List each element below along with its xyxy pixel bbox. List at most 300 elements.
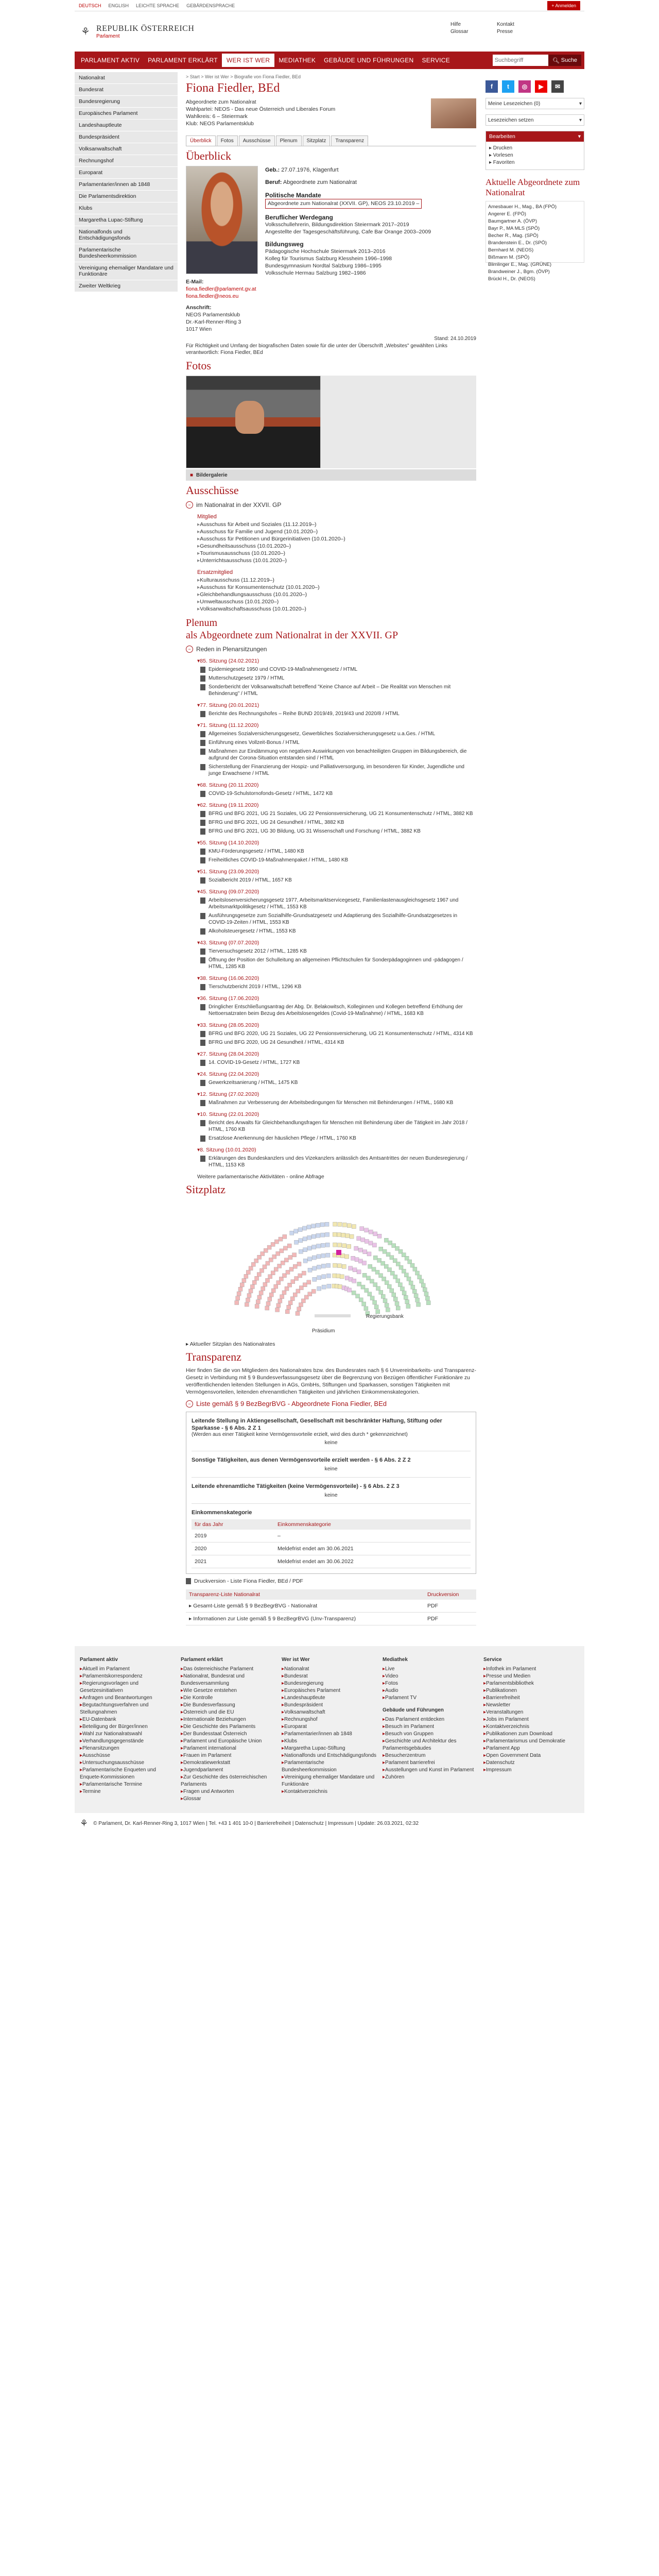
liste-toggle[interactable] <box>186 1400 476 1408</box>
mp-list-item[interactable]: Baumgartner A. (ÖVP) <box>488 218 537 224</box>
twitter-icon[interactable]: t <box>502 80 514 93</box>
tab-fotos[interactable]: Fotos <box>217 135 238 146</box>
seat <box>290 1297 294 1301</box>
footer-link[interactable]: ▸ Parlament App <box>483 1745 579 1752</box>
session-heading[interactable]: ▾ 71. Sitzung (11.12.2020) <box>197 722 476 728</box>
footer-link[interactable]: ▸ Margaretha Lupac-Stiftung <box>282 1745 377 1752</box>
footer-link[interactable]: ▸ Besucherzentrum <box>383 1752 478 1759</box>
footer-link[interactable]: ▸ Infothek im Parlament <box>483 1666 579 1673</box>
seat <box>408 1260 412 1264</box>
document-icon <box>200 1031 205 1037</box>
speech-document-label: Erklärungen des Bundeskanzlers und des Vizekanzlers anlässlich des Amtsantrittes der neuen Bundesregierung / HTML, 1153 KB <box>209 1156 467 1168</box>
footer-heading[interactable]: Mediathek <box>383 1657 408 1663</box>
left-menu <box>75 72 178 1625</box>
email-link[interactable]: fiona.fiedler@parlament.gv.at <box>186 286 256 292</box>
mp-list-item[interactable]: Bißmann M. (SPÖ) <box>488 255 530 260</box>
bookmark-select[interactable] <box>485 98 584 109</box>
footer-column <box>383 1656 478 1803</box>
income-row <box>192 1530 471 1543</box>
footer-link[interactable]: ▸ Der Bundesstaat Österreich <box>181 1731 276 1738</box>
gallery-photo[interactable] <box>186 376 321 468</box>
bio-facts <box>265 166 476 333</box>
brand[interactable] <box>96 24 194 39</box>
nav-wer-ist-wer[interactable]: WER IST WER <box>222 54 274 67</box>
speech-document[interactable] <box>200 1155 476 1168</box>
footer-link[interactable]: ▸ Parlament und Europäische Union <box>181 1738 276 1745</box>
footer-link[interactable]: ▸ Die Kontrolle <box>181 1694 276 1702</box>
left-menu-item[interactable]: Europäisches Parlament <box>75 108 178 120</box>
footer-link[interactable]: ▸ Parlamentskorrespondenz <box>80 1673 176 1680</box>
left-menu-item[interactable]: Zweiter Weltkrieg <box>75 280 178 292</box>
seat <box>383 1249 387 1253</box>
seat <box>308 1268 312 1272</box>
speech-document-label: Gewerkzeitsanierung / HTML, 1475 KB <box>209 1080 298 1086</box>
contact-block <box>186 278 258 333</box>
seat <box>325 1232 330 1236</box>
seat <box>338 1243 342 1247</box>
session-heading[interactable]: ▾ 27. Sitzung (28.04.2020) <box>197 1051 476 1057</box>
edit-box <box>485 131 584 170</box>
left-menu-item[interactable]: Europarat <box>75 167 178 179</box>
footer-link[interactable]: ▸ Bundespräsident <box>282 1702 377 1709</box>
footer-link[interactable]: ▸ Demokratiewerkstatt <box>181 1759 276 1767</box>
portrait-photo <box>186 166 258 274</box>
edit-box-header[interactable] <box>486 131 584 142</box>
footer-link[interactable]: ▸ Die Geschichte des Parlaments <box>181 1723 276 1731</box>
education-heading: Bildungsweg <box>265 241 304 248</box>
nav-parlament-aktiv[interactable]: PARLAMENT AKTIV <box>81 57 140 64</box>
speech-document[interactable] <box>200 1039 476 1046</box>
seat <box>317 1255 321 1259</box>
seat <box>415 1298 420 1302</box>
email-link[interactable]: fiona.fiedler@neos.eu <box>186 293 239 299</box>
speech-document[interactable] <box>200 710 476 717</box>
seat <box>235 1301 239 1305</box>
speech-document[interactable] <box>200 948 476 955</box>
session-heading[interactable]: ▾ 77. Sitzung (20.01.2021) <box>197 702 476 708</box>
footer-link[interactable]: ▸ Video <box>383 1673 478 1680</box>
footer-link[interactable]: ▸ Impressum <box>483 1767 579 1774</box>
footer-heading[interactable]: Parlament aktiv <box>80 1657 118 1663</box>
footer-link[interactable]: ▸ Parlament international <box>181 1745 276 1752</box>
tr-col-print: Druckversion <box>424 1589 476 1600</box>
seat <box>352 1279 356 1283</box>
footer-link[interactable]: ▸ Begutachtungsverfahren und Stellungnahmen <box>80 1702 176 1716</box>
speech-document[interactable] <box>200 1004 476 1017</box>
seat <box>377 1258 381 1262</box>
nav-gebaeude[interactable]: GEBÄUDE UND FÜHRUNGEN <box>324 57 414 64</box>
speech-document[interactable] <box>200 739 476 746</box>
lang-de-link[interactable]: DEUTSCH <box>79 3 101 8</box>
instagram-icon[interactable]: ◎ <box>518 80 531 93</box>
footer-link[interactable]: ▸ Newsletter <box>483 1702 579 1709</box>
footer-link[interactable]: ▸ Parlamentarische Bundesheerkommission <box>282 1759 377 1774</box>
seat <box>369 1230 373 1234</box>
seat <box>426 1301 430 1305</box>
speech-document-label: 14. COVID-19-Gesetz / HTML, 1727 KB <box>209 1060 300 1065</box>
speech-document[interactable] <box>200 731 476 737</box>
seat <box>341 1233 345 1237</box>
mp-list-item[interactable]: Amesbauer H., Mag., BA (FPÖ) <box>488 204 557 210</box>
transparency-pdf-link[interactable]: PDF <box>424 1613 476 1625</box>
footer-link[interactable]: ▸ Ausstellungen und Kunst im Parlament <box>383 1767 478 1774</box>
speech-document[interactable] <box>200 848 476 855</box>
speech-document[interactable] <box>200 1079 476 1086</box>
session-heading[interactable]: ▾ 24. Sitzung (22.04.2020) <box>197 1071 476 1077</box>
seat <box>401 1287 405 1291</box>
left-menu-item[interactable]: Nationalrat <box>75 72 178 84</box>
speech-document[interactable] <box>200 828 476 835</box>
session-heading[interactable]: ▾ 36. Sitzung (17.06.2020) <box>197 995 476 1002</box>
seat <box>365 1240 369 1244</box>
question-3: Leitende ehrenamtliche Tätigkeiten (keine Vermögensvorteile) - § 6 Abs. 2 Z 3 <box>192 1483 400 1489</box>
session-heading[interactable]: ▾ 62. Sitzung (19.11.2020) <box>197 802 476 808</box>
footer-link[interactable]: ▸ Anfragen und Beantwortungen <box>80 1694 176 1702</box>
footer-link[interactable]: ▸ Bundesregierung <box>282 1680 377 1687</box>
footer-heading[interactable]: Parlament erklärt <box>181 1657 223 1663</box>
seat <box>342 1264 346 1268</box>
speech-document[interactable] <box>200 857 476 863</box>
footer-link[interactable]: ▸ EU-Datenbank <box>80 1716 176 1723</box>
mp-list-item[interactable]: Angerer E. (FPÖ) <box>488 211 526 217</box>
seat <box>252 1280 256 1284</box>
left-menu-item[interactable]: Vereinigung ehemaliger Mandatare und Funktionäre <box>75 262 178 280</box>
mp-list-item[interactable]: Bernhard M. (NEOS) <box>488 247 534 253</box>
leichte-sprache-link[interactable]: LEICHTE SPRACHE <box>136 3 180 8</box>
footer-link[interactable]: ▸ Ausschüsse <box>80 1752 176 1759</box>
footer-link[interactable]: ▸ Audio <box>383 1687 478 1694</box>
footer-heading[interactable]: Service <box>483 1657 502 1663</box>
committee-item[interactable]: ▸ Ausschuss für Konsumentenschutz (10.01.2020–) <box>197 584 476 591</box>
session-heading[interactable]: ▾ 45. Sitzung (09.07.2020) <box>197 889 476 895</box>
edit-box-item[interactable]: ▸ Vorlesen <box>489 152 513 158</box>
footer-link[interactable]: ▸ Vereinigung ehemaliger Mandatare und Funktionäre <box>282 1774 377 1788</box>
income-col-category: Einkommenskategorie <box>274 1519 471 1530</box>
seat <box>396 1279 400 1283</box>
speech-document[interactable] <box>200 984 476 990</box>
nav-parlament-erklaert[interactable]: PARLAMENT ERKLÄRT <box>148 57 218 64</box>
footer-link[interactable]: ▸ Veranstaltungen <box>483 1709 579 1716</box>
footer-link[interactable]: ▸ Wahl zur Nationalratswahl <box>80 1731 176 1738</box>
print-version-link[interactable] <box>186 1578 476 1584</box>
footer-link[interactable]: ▸ Frauen im Parlament <box>181 1752 276 1759</box>
footer-link[interactable]: ▸ Rechnungshof <box>282 1716 377 1723</box>
footer-link[interactable]: ▸ Fotos <box>383 1680 478 1687</box>
document-icon <box>200 928 205 935</box>
nav-service[interactable]: SERVICE <box>422 57 450 64</box>
speech-document-label: KMU-Förderungsgesetz / HTML, 1480 KB <box>209 849 304 854</box>
footer-link[interactable]: ▸ Beteiligung der Bürger/innen <box>80 1723 176 1731</box>
session-heading[interactable]: ▾ 68. Sitzung (20.11.2020) <box>197 782 476 788</box>
footer-link[interactable]: ▸ Europäisches Parlament <box>282 1687 377 1694</box>
speech-document[interactable] <box>200 897 476 910</box>
left-menu-item[interactable]: Landeshauptleute <box>75 120 178 131</box>
left-menu-item[interactable]: Klubs <box>75 202 178 214</box>
speech-document[interactable] <box>200 1030 476 1037</box>
left-menu-item[interactable]: Bundesregierung <box>75 96 178 108</box>
footer-link[interactable]: ▸ Nationalrat <box>282 1666 377 1673</box>
speech-document[interactable] <box>200 764 476 777</box>
footer-link[interactable]: ▸ Landeshauptleute <box>282 1694 377 1702</box>
speeches-toggle[interactable] <box>186 646 476 653</box>
committee-item[interactable]: ▸ Gesundheitsausschuss (10.01.2020–) <box>197 543 476 550</box>
footer-link[interactable]: ▸ Die Bundesverfassung <box>181 1702 276 1709</box>
left-menu-item[interactable]: Die Parlamentsdirektion <box>75 191 178 202</box>
footer-link[interactable]: ▸ Aktuell im Parlament <box>80 1666 176 1673</box>
session-heading[interactable]: ▾ 38. Sitzung (16.06.2020) <box>197 975 476 981</box>
meta-line: Wahlkreis: 6 – Steiermark <box>186 113 248 120</box>
speech-document[interactable] <box>200 748 476 761</box>
youtube-icon[interactable]: ▶ <box>535 80 547 93</box>
seat <box>379 1290 383 1294</box>
left-menu-item[interactable]: Margaretha Lupac-Stiftung <box>75 214 178 226</box>
mp-list-item[interactable]: Brückl H., Dr. (NEOS) <box>488 276 535 282</box>
speech-document[interactable] <box>200 928 476 935</box>
session-heading[interactable]: ▾ 8. Sitzung (10.01.2020) <box>197 1147 476 1153</box>
speech-document[interactable] <box>200 912 476 926</box>
committee-item[interactable]: ▸ Gleichbehandlungsausschuss (10.01.2020–) <box>197 591 476 598</box>
seat <box>370 1296 374 1300</box>
footer-link[interactable]: ▸ Zuhören <box>383 1774 478 1781</box>
lang-en-link[interactable]: ENGLISH <box>108 3 129 8</box>
tab-sitzplatz[interactable]: Sitzplatz <box>303 135 331 146</box>
seat <box>322 1285 326 1289</box>
header-link-glossar[interactable]: Glossar <box>450 29 469 35</box>
seat <box>353 1268 357 1272</box>
left-menu-item[interactable]: Parlamentarische Bundesheerkommission <box>75 244 178 262</box>
speech-document[interactable] <box>200 1059 476 1066</box>
left-menu-item[interactable]: Nationalfonds und Entschädigungsfonds <box>75 226 178 244</box>
seat <box>247 1294 251 1298</box>
footer-link[interactable]: ▸ Klubs <box>282 1738 377 1745</box>
footer-link[interactable]: ▸ Parlamentarier/innen ab 1848 <box>282 1731 377 1738</box>
tab-überblick[interactable]: Überblick <box>186 135 216 146</box>
committee-item[interactable]: ▸ Ausschuss für Familie und Jugend (10.01.2020–) <box>197 528 476 535</box>
footer-link[interactable]: ▸ Regierungsvorlagen und Gesetzesinitiativen <box>80 1680 176 1694</box>
footer-link[interactable]: ▸ Wie Gesetze entstehen <box>181 1687 276 1694</box>
committee-item[interactable]: ▸ Kulturausschuss (11.12.2019–) <box>197 577 476 584</box>
mp-list-item[interactable]: Brandweiner J., Bgm. (ÖVP) <box>488 269 550 275</box>
footer-link[interactable]: ▸ Termine <box>80 1788 176 1795</box>
left-menu-item[interactable]: Bundesrat <box>75 84 178 96</box>
document-icon <box>200 731 205 737</box>
session-heading[interactable]: ▾ 85. Sitzung (24.02.2021) <box>197 658 476 664</box>
committee-item[interactable]: ▸ Ausschuss für Petitionen und Bürgerinitiativen (10.01.2020–) <box>197 535 476 543</box>
seat-plan-link[interactable]: ▸ Aktueller Sitzplan des Nationalrates <box>186 1341 275 1347</box>
stand-date: Stand: 24.10.2019 <box>434 336 476 342</box>
transparency-pdf-link[interactable]: PDF <box>424 1600 476 1613</box>
footer-link[interactable]: ▸ Datenschutz <box>483 1759 579 1767</box>
footer-link[interactable]: ▸ Live <box>383 1666 478 1673</box>
footer-link[interactable]: ▸ Publikationen <box>483 1687 579 1694</box>
seat <box>340 1275 344 1279</box>
more-activities-link[interactable]: Weitere parlamentarische Aktivitäten - online Abfrage <box>197 1174 324 1180</box>
footer-link[interactable]: ▸ Besuch von Gruppen <box>383 1731 478 1738</box>
seat <box>263 1282 267 1286</box>
current-mps-heading: Aktuelle Abgeordnete zum Nationalrat <box>485 177 580 197</box>
footer-link[interactable]: ▸ Parlamentsbibliothek <box>483 1680 579 1687</box>
footer-link[interactable]: ▸ Untersuchungsausschüsse <box>80 1759 176 1767</box>
seat <box>404 1273 408 1277</box>
committee-item[interactable]: ▸ Ausschuss für Arbeit und Soziales (11.12.2019–) <box>197 521 476 528</box>
seat <box>268 1297 272 1301</box>
footer-link[interactable]: ▸ Nationalrat, Bundesrat und Bundesversammlung <box>181 1673 276 1687</box>
facebook-icon[interactable]: f <box>485 80 498 93</box>
speech-document[interactable] <box>200 810 476 817</box>
footer-link[interactable]: ▸ Das Parlament entdecken <box>383 1716 478 1723</box>
committee-item[interactable]: ▸ Tourismusausschuss (10.01.2020–) <box>197 550 476 557</box>
footer-link[interactable]: ▸ Europarat <box>282 1723 377 1731</box>
footer-link[interactable]: ▸ Nationalfonds und Entschädigungsfonds <box>282 1752 377 1759</box>
transparency-row[interactable] <box>186 1613 476 1625</box>
page-title: Fiona Fiedler, BEd <box>186 81 280 95</box>
mandate-value: Abgeordnete zum Nationalrat (XXVII. GP), NEOS 23.10.2019 – <box>265 199 422 209</box>
footer-link[interactable]: ▸ Kontaktverzeichnis <box>483 1723 579 1731</box>
committee-item[interactable]: ▸ Umweltausschuss (10.01.2020–) <box>197 598 476 605</box>
seat <box>409 1281 413 1285</box>
committees-toggle[interactable] <box>186 501 476 509</box>
speech-document[interactable] <box>200 819 476 826</box>
footer-link[interactable]: ▸ Publikationen zum Download <box>483 1731 579 1738</box>
session-heading[interactable]: ▾ 10. Sitzung (22.01.2020) <box>197 1111 476 1117</box>
committee-item[interactable]: ▸ Volksanwaltschaftsausschuss (10.01.2020–) <box>197 605 476 613</box>
seat <box>274 1240 279 1244</box>
footer-column <box>483 1656 579 1803</box>
seat <box>321 1264 325 1268</box>
login-button[interactable]: + Anmelden <box>547 1 580 10</box>
seat <box>285 1286 289 1291</box>
seat <box>398 1283 402 1287</box>
speech-document[interactable] <box>200 790 476 797</box>
session-heading[interactable]: ▾ 51. Sitzung (23.09.2020) <box>197 869 476 875</box>
footer-link[interactable]: ▸ Geschichte und Architektur des Parlamentsgebäudes <box>383 1738 478 1752</box>
footer-link[interactable]: ▸ Parlamentarische Termine <box>80 1781 176 1788</box>
footer-link[interactable]: ▸ Internationale Beziehungen <box>181 1716 276 1723</box>
footer-link[interactable]: ▸ Bundesrat <box>282 1673 377 1680</box>
left-menu-item[interactable]: Parlamentarier/innen ab 1848 <box>75 179 178 191</box>
footer-link[interactable]: ▸ Kontaktverzeichnis <box>282 1788 377 1795</box>
mp-list-item[interactable]: Becher R., Mag. (SPÖ) <box>488 233 539 239</box>
search-input[interactable] <box>493 55 548 66</box>
seat <box>383 1299 387 1303</box>
header-link-presse[interactable]: Presse <box>497 29 513 35</box>
seat <box>349 1266 353 1270</box>
tab-plenum[interactable]: Plenum <box>276 135 302 146</box>
document-icon <box>200 820 205 826</box>
transparency-list-name[interactable]: ▸ Gesamt-Liste gemäß § 9 BezBegrBVG - Nationalrat <box>186 1600 424 1613</box>
search-button[interactable] <box>548 55 581 66</box>
speech-document[interactable] <box>200 1120 476 1133</box>
speech-document[interactable] <box>200 684 476 697</box>
seat <box>392 1293 396 1297</box>
seat <box>358 1248 362 1252</box>
committee-item[interactable]: ▸ Unterrichtsausschuss (10.01.2020–) <box>197 557 476 564</box>
seat <box>345 1234 350 1238</box>
seat <box>417 1302 421 1307</box>
left-menu-item[interactable]: Bundespräsident <box>75 131 178 143</box>
question-1-note: (Werden aus einer Tätigkeit keine Vermögensvorteile erzielt, wird dies durch * gekennzeichnet) <box>192 1432 408 1437</box>
speech-document[interactable] <box>200 1135 476 1142</box>
gebaerdensprache-link[interactable]: GEBÄRDENSPRACHE <box>186 3 235 8</box>
edit-box-item[interactable]: ▸ Favoriten <box>489 160 515 165</box>
footer-link[interactable]: ▸ Open Government Data <box>483 1752 579 1759</box>
footer-link[interactable]: ▸ Parlamentarismus und Demokratie <box>483 1738 579 1745</box>
footer-link[interactable]: ▸ Verhandlungsgegenstände <box>80 1738 176 1745</box>
left-menu-item[interactable]: Rechnungshof <box>75 155 178 167</box>
speech-document[interactable] <box>200 1099 476 1106</box>
footer-link[interactable]: ▸ Jobs im Parlament <box>483 1716 579 1723</box>
footer-link[interactable]: ▸ Zur Geschichte des österreichischen Parlaments <box>181 1774 276 1788</box>
speech-document[interactable] <box>200 675 476 682</box>
tab-transparenz[interactable]: Transparenz <box>331 135 368 146</box>
speech-document[interactable] <box>200 666 476 673</box>
search-icon: 🔍︎ <box>552 57 560 64</box>
transparency-list-name[interactable]: ▸ Informationen zur Liste gemäß § 9 BezBegrBVG (Unv-Transparenz) <box>186 1613 424 1625</box>
speech-document[interactable] <box>200 877 476 884</box>
header-link-hilfe[interactable]: Hilfe <box>450 22 461 27</box>
footer-link[interactable]: ▸ Parlament barrierefrei <box>383 1759 478 1767</box>
footer-link[interactable]: ▸ Plenarsitzungen <box>80 1745 176 1752</box>
seat <box>289 1267 293 1272</box>
fotos-heading: Fotos <box>186 359 211 372</box>
mp-list-item[interactable]: Bayr P., MA MLS (SPÖ) <box>488 226 540 231</box>
nav-mediathek[interactable]: MEDIATHEK <box>279 57 316 64</box>
bookmark-set-select[interactable] <box>485 114 584 126</box>
header-link-kontakt[interactable]: Kontakt <box>497 22 514 27</box>
footer-link[interactable]: ▸ Glossar <box>181 1795 276 1803</box>
seat <box>342 1244 346 1248</box>
footer-link[interactable]: ▸ Parlamentarische Enqueten und Enquete-Kommissionen <box>80 1767 176 1781</box>
footer-link[interactable]: ▸ Parlament TV <box>383 1694 478 1702</box>
seat <box>283 1246 287 1250</box>
seat <box>279 1237 283 1241</box>
footer-link[interactable]: ▸ Österreich und die EU <box>181 1709 276 1716</box>
tab-ausschüsse[interactable]: Ausschüsse <box>239 135 275 146</box>
session-heading[interactable]: ▾ 43. Sitzung (07.07.2020) <box>197 940 476 946</box>
seat <box>369 1241 373 1245</box>
seat <box>276 1281 281 1285</box>
speech-document[interactable] <box>200 957 476 970</box>
session-heading[interactable]: ▾ 12. Sitzung (27.02.2020) <box>197 1091 476 1097</box>
income-row <box>192 1543 471 1555</box>
mail-icon[interactable]: ✉ <box>551 80 564 93</box>
footer-link[interactable]: ▸ Barrierefreiheit <box>483 1694 579 1702</box>
footer-heading[interactable]: Gebäude und Führungen <box>383 1707 444 1713</box>
footer-link[interactable]: ▸ Presse und Medien <box>483 1673 579 1680</box>
gallery-link[interactable] <box>186 469 476 481</box>
footer-heading[interactable]: Wer ist Wer <box>282 1657 310 1663</box>
footer-link[interactable]: ▸ Das österreichische Parlament <box>181 1666 276 1673</box>
left-menu-item[interactable]: Volksanwaltschaft <box>75 143 178 155</box>
seat <box>303 1283 307 1287</box>
session-heading[interactable]: ▾ 33. Sitzung (28.05.2020) <box>197 1022 476 1028</box>
footer-link[interactable]: ▸ Volksanwaltschaft <box>282 1709 377 1716</box>
footer-link[interactable]: ▸ Jugendparlament <box>181 1767 276 1774</box>
document-icon <box>200 1156 205 1162</box>
government-bench-label: Regierungsbank <box>366 1314 404 1319</box>
session-heading[interactable]: ▾ 55. Sitzung (14.10.2020) <box>197 840 476 846</box>
speech-document-label: BFRG und BFG 2020, UG 21 Soziales, UG 22 Pensionsversicherung, UG 21 Konsumentenschutz / HTML, 4314 KB <box>209 1031 473 1037</box>
transparency-row[interactable] <box>186 1600 476 1613</box>
chevron-down-icon: ▾ <box>579 117 582 123</box>
eagle-logo-icon[interactable]: ⚘ <box>81 26 90 38</box>
mp-list-item[interactable]: Brandenstein E., Dr. (SPÖ) <box>488 240 547 246</box>
edit-box-item[interactable]: ▸ Drucken <box>489 145 513 151</box>
footer-link[interactable]: ▸ Besuch im Parlament <box>383 1723 478 1731</box>
footer-link[interactable]: ▸ Fragen und Antworten <box>181 1788 276 1795</box>
mp-list-item[interactable]: Blimlinger E., Mag. (GRÜNE) <box>488 262 551 267</box>
seat <box>313 1277 317 1281</box>
